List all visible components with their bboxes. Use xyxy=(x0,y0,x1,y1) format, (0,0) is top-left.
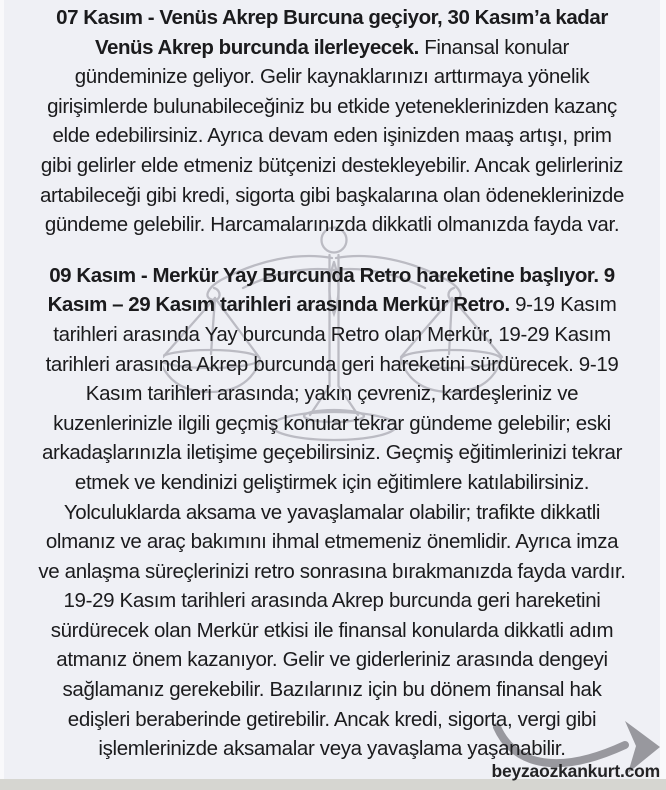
text-line xyxy=(6,586,658,616)
text-line xyxy=(6,645,658,675)
text-run-bold: 09 Kasım - Merkür Yay Burcunda Retro hareketine başlıyor. 9 xyxy=(49,263,615,287)
text-run: artabileceği gibi kredi, sigorta gibi başkalarına olan ödeneklerinizde xyxy=(39,183,625,207)
text-run: tarihleri arasında Yay burcunda Retro olan Merkür, 19-29 Kasım xyxy=(53,322,611,346)
text-run-bold: 07 Kasım - Venüs Akrep Burcuna geçiyor, 30 Kasım’a kadar xyxy=(56,6,608,29)
text-run: olmanız ve araç bakımını ihmal etmemeniz önemlidir. Ayrıca imza xyxy=(45,530,619,554)
text-line xyxy=(6,92,658,122)
text-run: gibi gelirler elde etmeniz bütçenizi destekleyebilir. Ancak gelirleriniz xyxy=(40,153,624,177)
text-run: 9-19 Kasım xyxy=(509,293,617,317)
text-line xyxy=(6,320,658,350)
text-line xyxy=(6,527,658,557)
text-run: sağlamanız gerekebilir. Bazılarınız için bu dönem finansal hak xyxy=(62,678,602,702)
text-line xyxy=(6,675,658,705)
text-run: gündeminize geliyor. Gelir kaynaklarınızı arttırmaya yönelik xyxy=(74,65,590,89)
text-line xyxy=(6,151,658,181)
text-line xyxy=(6,290,658,320)
text-run-bold: Kasım – 29 Kasım tarihleri arasında Merkür Retro. xyxy=(47,293,510,317)
text-run: girişimlerde bulunabileceğiniz bu etkide yeteneklerinizden kazanç xyxy=(47,94,617,118)
site-watermark: beyzaozkankurt.com xyxy=(491,761,660,781)
text-run: etmek ve kendinizi geliştirmek için eğitimlere katılabilirsiniz. xyxy=(74,470,590,494)
text-run: sürdürecek olan Merkür etkisi ile finansal konularda dikkatli adım xyxy=(50,618,614,642)
article-text xyxy=(6,3,658,785)
text-run: arkadaşlarınızla iletişime geçebilirsiniz. Geçmiş eğitimlerinizi tekrar xyxy=(41,441,623,465)
text-line xyxy=(6,350,658,380)
text-line xyxy=(6,557,658,587)
text-run: atmanız önem kazanıyor. Gelir ve giderleriniz arasında dengeyi xyxy=(56,648,608,672)
text-line xyxy=(6,261,658,291)
paragraph-mercury-retro xyxy=(6,261,658,764)
paragraph-venus-scorpio xyxy=(6,3,658,240)
text-run: edişleri beraberinde getirebilir. Ancak kredi, sigorta, vergi gibi xyxy=(67,707,597,731)
text-line xyxy=(6,210,658,240)
text-run: elde edebilirsiniz. Ayrıca devam eden işinizden maaş artışı, prim xyxy=(52,124,612,148)
text-run: ve anlaşma süreçlerinizi retro sonrasına bırakmanızda fayda vardır. xyxy=(38,559,626,583)
text-line xyxy=(6,3,658,33)
left-edge-strip xyxy=(0,0,4,779)
text-run: Finansal konular xyxy=(418,35,570,59)
text-run: gündeme gelebilir. Harcamalarınızda dikkatli olmanızda fayda var. xyxy=(44,213,620,237)
right-edge-strip xyxy=(660,0,666,779)
text-run: 19-29 Kasım tarihleri arasında Akrep burcunda geri hareketini xyxy=(63,589,601,613)
text-run: kuzenlerinizle ilgili geçmiş konular tekrar gündeme gelebilir; eski xyxy=(53,411,611,435)
text-line xyxy=(6,734,658,764)
text-line xyxy=(6,62,658,92)
text-run: Kasım tarihleri arasında; yakın çevreniz, kardeşleriniz ve xyxy=(85,382,579,406)
text-line xyxy=(6,121,658,151)
text-line xyxy=(6,409,658,439)
text-line xyxy=(6,181,658,211)
text-run: Yolculuklarda aksama ve yavaşlamalar olabilir; trafikte dikkatli xyxy=(63,500,601,524)
text-line xyxy=(6,468,658,498)
text-line xyxy=(6,379,658,409)
text-line xyxy=(6,438,658,468)
text-run: işlemlerinizde aksamalar veya yavaşlama yaşanabilir. xyxy=(98,737,566,761)
text-line xyxy=(6,33,658,63)
text-run-bold: Venüs Akrep burcunda ilerleyecek. xyxy=(94,35,419,59)
text-line xyxy=(6,705,658,735)
text-run: tarihleri arasında Akrep burcunda geri hareketini sürdürecek. 9-19 xyxy=(45,352,619,376)
text-line xyxy=(6,498,658,528)
text-line xyxy=(6,616,658,646)
